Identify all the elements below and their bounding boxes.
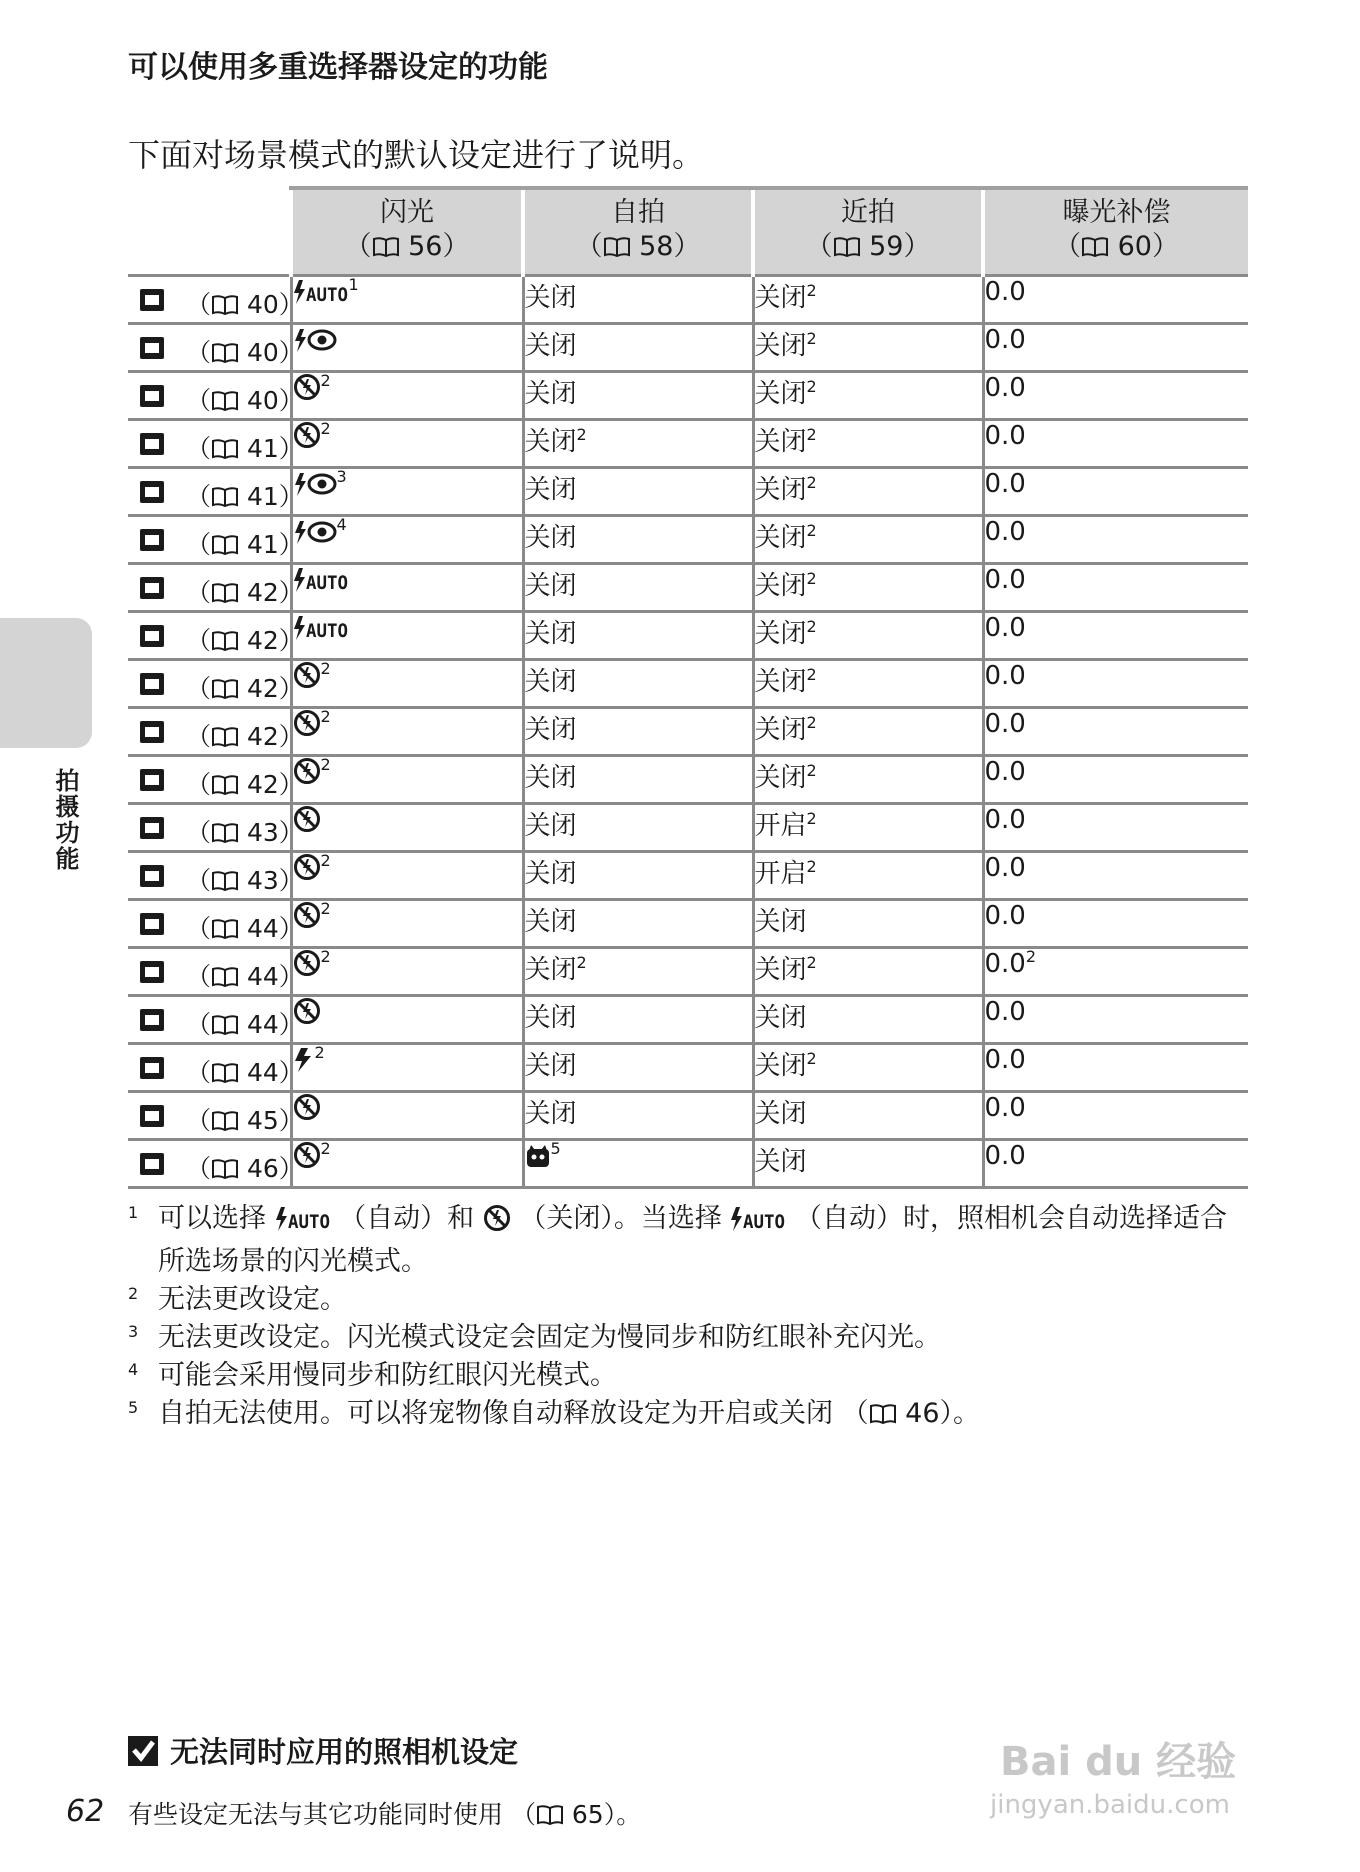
- self-timer-cell: 关闭: [523, 756, 753, 804]
- scene-mode-cell: [128, 372, 304, 420]
- fireworks-icon: [138, 958, 166, 986]
- landscape-icon: [138, 382, 166, 410]
- exposure-cell: 0.0: [983, 564, 1248, 612]
- self-timer-cell: 关闭: [523, 468, 753, 516]
- night-portrait-icon: [138, 478, 166, 506]
- footnote-marker: 2: [806, 953, 817, 972]
- page-ref: （ 46）: [186, 1154, 304, 1183]
- header-ref: （ 56）: [344, 231, 470, 262]
- svg-text:AUTO: AUTO: [305, 620, 348, 641]
- header-title: 曝光补偿: [1062, 197, 1171, 228]
- footnote-number: 5: [128, 1398, 139, 1417]
- exposure-cell: 0.0: [983, 660, 1248, 708]
- macro-cell: 关闭$^2$: [753, 516, 983, 564]
- flash-cell: [291, 756, 523, 804]
- flash-cell: [291, 372, 523, 420]
- macro-cell: 关闭: [753, 1140, 983, 1188]
- flash-cell: [291, 1140, 523, 1188]
- book-icon: [211, 772, 239, 792]
- footnote-number: 3: [128, 1322, 139, 1341]
- exposure-cell: 0.0: [983, 276, 1248, 324]
- footnote-number: 2: [128, 1284, 139, 1303]
- book-icon: [833, 232, 861, 252]
- table-row: [128, 1092, 1248, 1140]
- macro-cell: 关闭$^2$: [753, 468, 983, 516]
- footnote-marker: 2: [806, 569, 817, 588]
- page-ref: （ 42）: [186, 578, 304, 607]
- scene-auto-icon: [138, 286, 166, 314]
- backlight-icon: [138, 1054, 166, 1082]
- header-self-timer: [523, 188, 753, 276]
- footnote-marker: 2: [320, 419, 331, 438]
- beach-icon: [138, 574, 166, 602]
- page-number: 62: [66, 1794, 105, 1829]
- food-icon: [138, 862, 166, 890]
- macro-cell: 关闭$^2$: [753, 1044, 983, 1092]
- page-ref: （ 40）: [186, 386, 304, 415]
- note-heading: [128, 1730, 641, 1771]
- footnote: [128, 1395, 1248, 1433]
- self-timer-cell: 关闭: [523, 372, 753, 420]
- sports-icon: [138, 430, 166, 458]
- snow-icon: [138, 622, 166, 650]
- footnote-marker: 2: [576, 953, 587, 972]
- book-icon: [211, 532, 239, 552]
- table-row: [128, 564, 1248, 612]
- flash-cell: [291, 804, 523, 852]
- page-ref: （ 40）: [186, 290, 304, 319]
- scene-defaults-table: [128, 186, 1248, 1189]
- table-row: [128, 1140, 1248, 1188]
- table-row: [128, 276, 1248, 324]
- self-timer-cell: 关闭$^2$: [523, 948, 753, 996]
- scene-mode-cell: [128, 708, 304, 756]
- page-ref: （ 42）: [186, 770, 304, 799]
- scene-mode-cell: [128, 1044, 304, 1092]
- table-row: [128, 660, 1248, 708]
- self-timer-cell: 关闭: [523, 276, 753, 324]
- watermark-url: jingyan.baidu.com: [990, 1790, 1230, 1820]
- self-timer-cell: 关闭: [523, 660, 753, 708]
- book-icon: [211, 388, 239, 408]
- macro-cell: 关闭$^2$: [753, 420, 983, 468]
- macro-cell: 关闭$^2$: [753, 660, 983, 708]
- pet-portrait-icon: [138, 1150, 166, 1178]
- pet-auto-release-icon: [525, 1145, 551, 1176]
- flash-cell: [291, 276, 523, 324]
- exposure-cell: 0.0: [983, 1092, 1248, 1140]
- flash-cell: [291, 996, 523, 1044]
- footnotes: [128, 1200, 1248, 1433]
- exposure-cell: 0.0: [983, 996, 1248, 1044]
- book-icon: [211, 916, 239, 936]
- footnote-text: 自拍无法使用。可以将宠物像自动释放设定为开启或关闭 （ 46）。: [158, 1398, 981, 1429]
- footnote-text: 无法更改设定。闪光模式设定会固定为慢同步和防红眼补充闪光。: [158, 1322, 941, 1353]
- page-ref: （ 41）: [186, 434, 304, 463]
- svg-text:AUTO: AUTO: [305, 284, 348, 305]
- footnote-marker: 2: [806, 425, 817, 444]
- header-ref: （ 59）: [805, 231, 931, 262]
- footnote-marker: 3: [336, 467, 347, 486]
- page-ref: （ 44）: [186, 1058, 304, 1087]
- macro-cell: 关闭: [753, 1092, 983, 1140]
- page-ref: （ 41）: [186, 530, 304, 559]
- party-indoor-icon: [138, 526, 166, 554]
- book-icon: [211, 1108, 239, 1128]
- book-icon: [211, 340, 239, 360]
- book-icon: [211, 1012, 239, 1032]
- footnote-marker: 2: [806, 857, 817, 876]
- footnote-marker: 2: [320, 755, 331, 774]
- footnote-number: 1: [128, 1203, 139, 1222]
- flash-auto-icon: [730, 1205, 786, 1243]
- header-ref: （ 60）: [1054, 231, 1179, 262]
- scene-mode-cell: [128, 1140, 304, 1188]
- book-icon: [869, 1397, 897, 1417]
- exposure-cell: 0.0: [983, 468, 1248, 516]
- self-timer-cell: 关闭: [523, 804, 753, 852]
- book-icon: [211, 868, 239, 888]
- page-ref: （ 44）: [186, 914, 304, 943]
- macro-cell: 关闭$^2$: [753, 708, 983, 756]
- footnote-marker: 2: [806, 761, 817, 780]
- book-icon: [211, 628, 239, 648]
- footnote-marker: 2: [806, 377, 817, 396]
- book-icon: [372, 232, 400, 252]
- table-row: [128, 468, 1248, 516]
- exposure-cell: 0.0: [983, 1140, 1248, 1188]
- header-flash: [291, 188, 523, 276]
- footnote-marker: 2: [806, 665, 817, 684]
- header-title: 自拍: [611, 197, 665, 228]
- footnote-marker: 2: [320, 371, 331, 390]
- book-icon: [211, 1156, 239, 1176]
- macro-cell: 关闭: [753, 996, 983, 1044]
- book-icon: [1081, 232, 1109, 252]
- scene-mode-cell: [128, 564, 304, 612]
- footnote: [128, 1357, 1248, 1395]
- page-ref: （ 44）: [186, 1010, 304, 1039]
- book-icon: [211, 436, 239, 456]
- exposure-cell: 0.0: [983, 900, 1248, 948]
- header-ref: （ 58）: [575, 231, 701, 262]
- table-row: [128, 948, 1248, 996]
- close-up-icon: [138, 814, 166, 842]
- self-timer-cell: 关闭: [523, 852, 753, 900]
- page-ref: （ 42）: [186, 722, 304, 751]
- section-title: 可以使用多重选择器设定的功能: [128, 50, 548, 85]
- flash-cell: [291, 852, 523, 900]
- museum-icon: [138, 910, 166, 938]
- flash-cell: [291, 420, 523, 468]
- exposure-cell: 0.0: [983, 708, 1248, 756]
- scene-mode-cell: [128, 756, 304, 804]
- footnote-marker: 2: [806, 1049, 817, 1068]
- flash-cell: [291, 324, 523, 372]
- macro-cell: 关闭$^2$: [753, 324, 983, 372]
- book-icon: [211, 724, 239, 744]
- note-box: [128, 1730, 641, 1831]
- book-icon: [603, 232, 631, 252]
- exposure-cell: 0.0: [983, 372, 1248, 420]
- scene-mode-cell: [128, 996, 304, 1044]
- side-tab-label: 拍摄功能: [51, 768, 79, 872]
- self-timer-cell: [523, 1140, 753, 1188]
- macro-cell: 关闭: [753, 900, 983, 948]
- intro-text: 下面对场景模式的默认设定进行了说明。: [128, 136, 705, 174]
- header-title: 近拍: [841, 197, 895, 228]
- header-macro: [753, 188, 983, 276]
- scene-mode-cell: [128, 516, 304, 564]
- flash-cell: [291, 660, 523, 708]
- scene-mode-cell: [128, 276, 304, 324]
- footnote-number: 4: [128, 1360, 139, 1379]
- scene-mode-cell: [128, 468, 304, 516]
- self-timer-cell: 关闭: [523, 324, 753, 372]
- footnote-marker: 2: [320, 947, 331, 966]
- book-icon: [211, 292, 239, 312]
- footnote-marker: 2: [320, 899, 331, 918]
- flash-cell: [291, 564, 523, 612]
- page-ref: （ 40）: [186, 338, 304, 367]
- self-timer-cell: 关闭: [523, 612, 753, 660]
- dusk-dawn-icon: [138, 718, 166, 746]
- exposure-cell: 0.0: [983, 612, 1248, 660]
- header-blank: [128, 188, 291, 276]
- exposure-cell: 0.0: [983, 324, 1248, 372]
- svg-text:AUTO: AUTO: [287, 1211, 330, 1232]
- watermark-logo: Bai du 经验: [1000, 1739, 1237, 1785]
- macro-cell: 开启$^2$: [753, 852, 983, 900]
- exposure-cell: 0.0: [983, 1044, 1248, 1092]
- header-exposure: [983, 188, 1248, 276]
- panorama-icon: [138, 1102, 166, 1130]
- table-row: [128, 324, 1248, 372]
- flash-cell: [291, 516, 523, 564]
- page-ref: （ 44）: [186, 962, 304, 991]
- footnote-marker: 2: [320, 851, 331, 870]
- flash-cell: [291, 468, 523, 516]
- flash-cell: [291, 900, 523, 948]
- scene-mode-cell: [128, 660, 304, 708]
- footnote-marker: 2: [806, 521, 817, 540]
- scene-mode-cell: [128, 1092, 304, 1140]
- page-ref: （ 43）: [186, 866, 304, 895]
- flash-off-icon: [483, 1204, 511, 1243]
- svg-text:AUTO: AUTO: [743, 1211, 786, 1232]
- side-tab: [0, 618, 92, 748]
- exposure-cell: 0.0: [983, 420, 1248, 468]
- flash-cell: [291, 708, 523, 756]
- footnote-marker: 5: [550, 1139, 561, 1158]
- footnote: [128, 1319, 1248, 1357]
- self-timer-cell: 关闭: [523, 1092, 753, 1140]
- footnote-marker: 4: [336, 515, 347, 534]
- exposure-cell: 0.0: [983, 852, 1248, 900]
- table-row: [128, 372, 1248, 420]
- table-row: [128, 756, 1248, 804]
- note-title: 无法同时应用的照相机设定: [170, 1735, 519, 1769]
- macro-cell: 关闭$^2$: [753, 948, 983, 996]
- portrait-icon: [138, 334, 166, 362]
- footnote-marker: 2: [320, 659, 331, 678]
- copy-icon: [138, 1006, 166, 1034]
- table-header-row: [128, 188, 1248, 276]
- footnote: [128, 1281, 1248, 1319]
- footnote-marker: 2: [806, 809, 817, 828]
- book-icon: [536, 1802, 564, 1822]
- scene-mode-cell: [128, 420, 304, 468]
- header-title: 闪光: [380, 197, 434, 228]
- flash-cell: [291, 1044, 523, 1092]
- footnote-marker: 2: [806, 473, 817, 492]
- flash-cell: [291, 1092, 523, 1140]
- sunset-icon: [138, 670, 166, 698]
- table-row: [128, 852, 1248, 900]
- macro-cell: 关闭$^2$: [753, 276, 983, 324]
- flash-cell: [291, 948, 523, 996]
- scene-mode-cell: [128, 900, 304, 948]
- flash-auto-icon: [275, 1205, 331, 1243]
- footnote-marker: 2: [806, 617, 817, 636]
- book-icon: [211, 820, 239, 840]
- table-row: [128, 996, 1248, 1044]
- book-icon: [211, 484, 239, 504]
- scene-mode-cell: [128, 852, 304, 900]
- self-timer-cell: 关闭: [523, 996, 753, 1044]
- footnote: [128, 1200, 1248, 1281]
- exposure-cell: $0.0^2$: [983, 948, 1248, 996]
- footnote-text: 可以选择 AUTO （自动）和 （关闭）。当选择 AUTO （自动）时，照相机会自动选择适合所选场景的闪光模式。: [158, 1203, 1228, 1277]
- self-timer-cell: 关闭: [523, 708, 753, 756]
- page-ref: （ 43）: [186, 818, 304, 847]
- macro-cell: 关闭$^2$: [753, 564, 983, 612]
- macro-cell: 关闭$^2$: [753, 372, 983, 420]
- scene-mode-cell: [128, 948, 304, 996]
- footnote-marker: 2: [1025, 947, 1037, 966]
- exposure-cell: 0.0: [983, 516, 1248, 564]
- macro-cell: 关闭$^2$: [753, 612, 983, 660]
- book-icon: [211, 964, 239, 984]
- page-ref: （ 42）: [186, 626, 304, 655]
- footnote-marker: 2: [320, 707, 331, 726]
- footnote-marker: 2: [576, 425, 587, 444]
- footnote-marker: 2: [806, 713, 817, 732]
- footnote-text: 无法更改设定。: [158, 1284, 347, 1315]
- page-ref: （ 42）: [186, 674, 304, 703]
- book-icon: [211, 580, 239, 600]
- flash-cell: [291, 612, 523, 660]
- book-icon: [211, 676, 239, 696]
- self-timer-cell: 关闭: [523, 516, 753, 564]
- self-timer-cell: 关闭: [523, 564, 753, 612]
- footnote-marker: 2: [806, 281, 817, 300]
- self-timer-cell: 关闭$^2$: [523, 420, 753, 468]
- footnote-marker: 2: [806, 329, 817, 348]
- table-row: [128, 516, 1248, 564]
- night-landscape-icon: [138, 766, 166, 794]
- footnote-marker: 1: [348, 275, 359, 294]
- check-icon: [128, 1736, 158, 1766]
- footnote-marker: 2: [320, 1139, 331, 1158]
- macro-cell: 开启$^2$: [753, 804, 983, 852]
- self-timer-cell: 关闭: [523, 900, 753, 948]
- footnote-text: 可能会采用慢同步和防红眼闪光模式。: [158, 1360, 617, 1391]
- table-row: [128, 1044, 1248, 1092]
- exposure-cell: 0.0: [983, 804, 1248, 852]
- note-text: 有些设定无法与其它功能同时使用 （ 65）。: [128, 1800, 642, 1829]
- table-row: [128, 900, 1248, 948]
- scene-mode-cell: [128, 612, 304, 660]
- scene-mode-cell: [128, 324, 304, 372]
- page-ref: （ 41）: [186, 482, 304, 511]
- table-row: [128, 420, 1248, 468]
- table-row: [128, 612, 1248, 660]
- exposure-cell: 0.0: [983, 756, 1248, 804]
- book-icon: [211, 1060, 239, 1080]
- scene-mode-cell: [128, 804, 304, 852]
- svg-text:AUTO: AUTO: [305, 572, 348, 593]
- self-timer-cell: 关闭: [523, 1044, 753, 1092]
- page-ref: （ 45）: [186, 1106, 304, 1135]
- table-row: [128, 804, 1248, 852]
- footnote-marker: 2: [314, 1043, 325, 1062]
- macro-cell: 关闭$^2$: [753, 756, 983, 804]
- table-row: [128, 708, 1248, 756]
